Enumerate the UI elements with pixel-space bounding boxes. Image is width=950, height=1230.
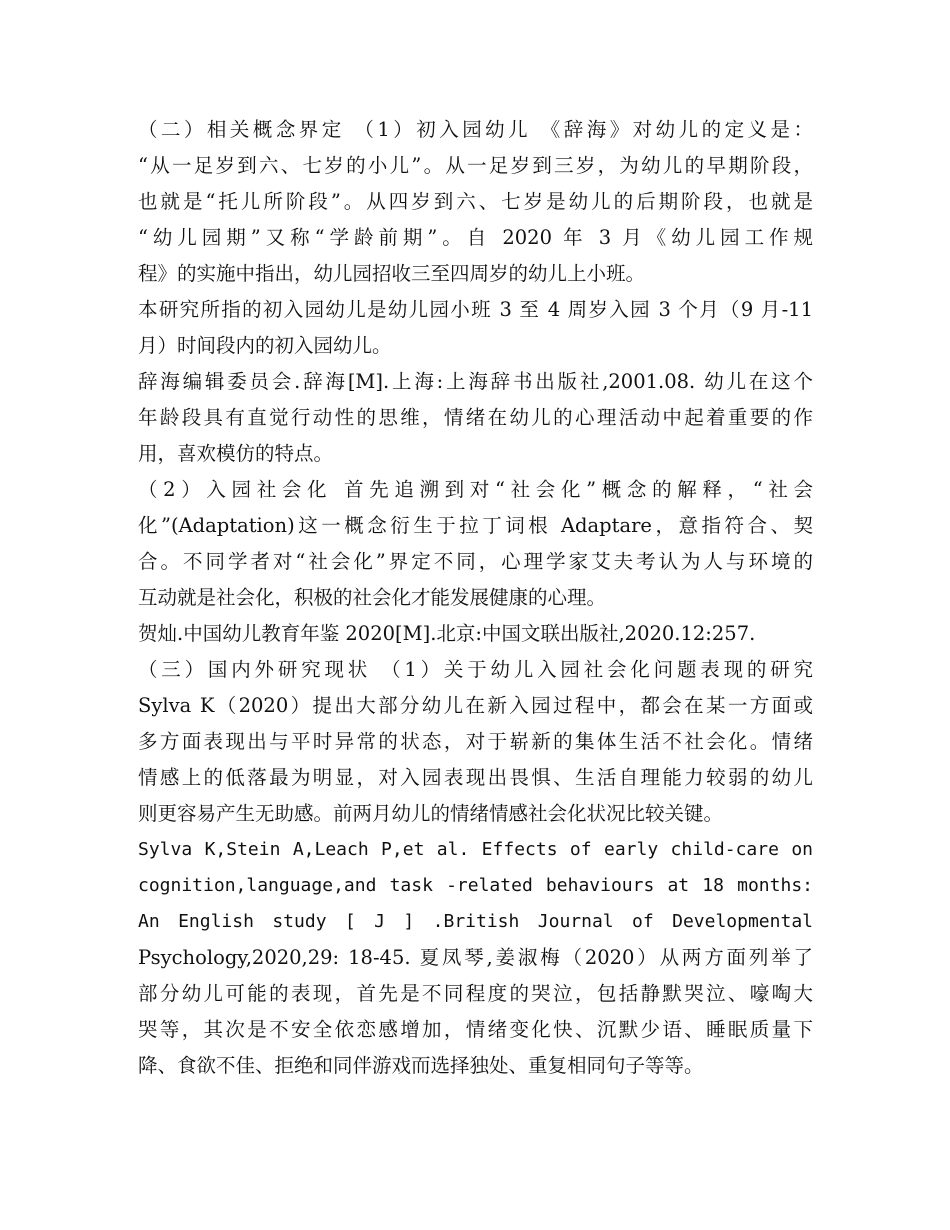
text-line: Sylva K（2020）提出大部分幼儿在新入园过程中，都会在某一方面或 [138,694,813,717]
text-line: 多方面表现出与平时异常的状态，对于崭新的集体生活不社会化。情绪 [138,730,813,753]
reference-line: Sylva K,Stein A,Leach P,et al. Effects of early child-care on [138,839,813,860]
text-line: 也就是“托儿所阶段”。从四岁到六、七岁是幼儿的后期阶段，也就是 [138,190,813,213]
text-line: 部分幼儿可能的表现，首先是不同程度的哭泣，包括静默哭泣、嚎啕大 [138,982,813,1005]
text-line: 用，喜欢模仿的特点。 [138,442,334,465]
text-line: 哭等，其次是不安全依恋感增加，情绪变化快、沉默少语、睡眠质量下 [138,1018,813,1041]
reference-line: 贺灿.中国幼儿教育年鉴 2020[M].北京:中国文联出版社,2020.12:257. [138,622,756,645]
reference-line: An English study [ J ] .British Journal of Developmental [138,911,813,932]
reference-line: cognition,language,and task -related behaviours at 18 months: [138,875,813,896]
text-line: （二）相关概念界定 （1）初入园幼儿 《辞海》对幼儿的定义是： [138,118,813,141]
document-body [138,112,813,1084]
text-line: 互动就是社会化，积极的社会化才能发展健康的心理。 [138,586,607,609]
text-line: “从一足岁到六、七岁的小儿”。从一足岁到三岁，为幼儿的早期阶段， [138,154,813,177]
text-line: 程》的实施中指出，幼儿园招收三至四周岁的幼儿上小班。 [138,262,646,285]
text-line: “幼儿园期”又称“学龄前期”。自 2020 年 3 月《幼儿园工作规 [138,226,813,249]
text-line: 本研究所指的初入园幼儿是幼儿园小班 3 至 4 周岁入园 3 个月（9 月-11 [138,298,813,321]
text-line: 情感上的低落最为明显，对入园表现出畏惧、生活自理能力较弱的幼儿 [138,766,813,789]
text-line: 化”(Adaptation)这一概念衍生于拉丁词根 Adaptare，意指符合、契 [138,514,813,537]
section-heading: （三）国内外研究现状 （1）关于幼儿入园社会化问题表现的研究 [138,658,813,681]
reference-line: 辞海编辑委员会.辞海[M].上海:上海辞书出版社,2001.08. 幼儿在这个 [138,370,813,393]
text-line: （2）入园社会化 首先追溯到对“社会化”概念的解释，“社会 [138,478,813,501]
text-line: 合。不同学者对“社会化”界定不同，心理学家艾夫考认为人与环境的 [138,550,813,573]
text-line: 降、食欲不佳、拒绝和同伴游戏而选择独处、重复相同句子等等。 [138,1054,704,1077]
text-line: 年龄段具有直觉行动性的思维，情绪在幼儿的心理活动中起着重要的作 [138,406,813,429]
text-line: 月）时间段内的初入园幼儿。 [138,334,392,357]
text-line: 则更容易产生无助感。前两月幼儿的情绪情感社会化状况比较关键。 [138,802,724,825]
reference-line: Psychology,2020,29: 18-45. 夏凤琴,姜淑梅（2020）从两方面列举了 [138,946,813,969]
